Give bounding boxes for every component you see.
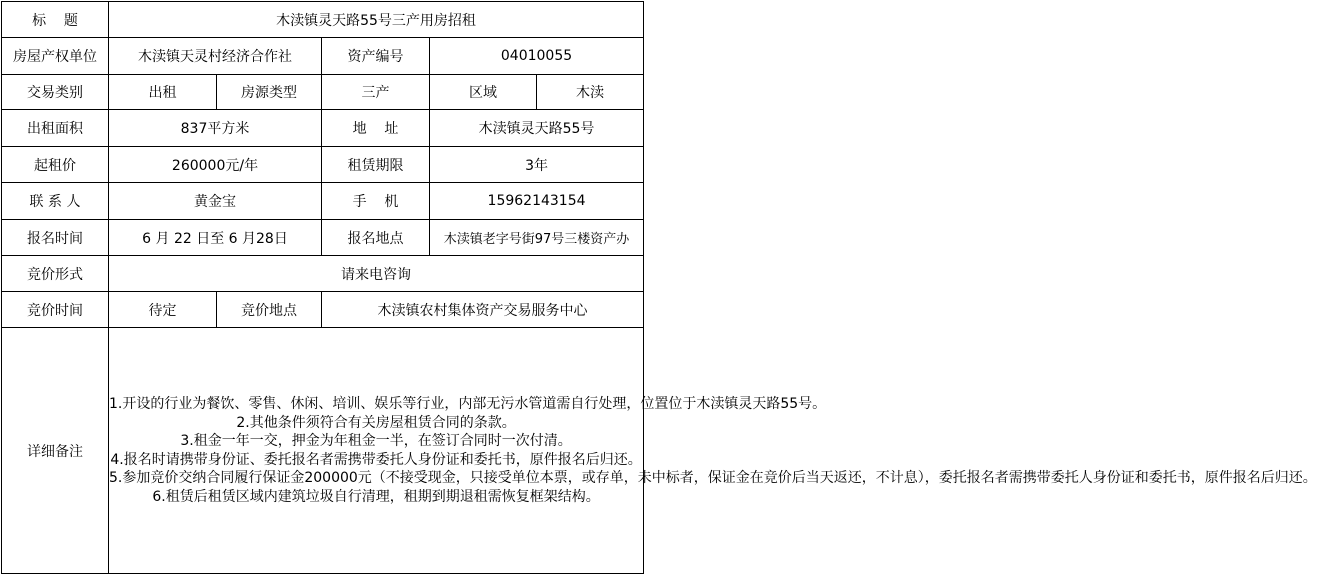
note-item-4: 4.报名时请携带身份证、委托报名者需携带委托人身份证和委托书，原件报名后归还。 [110, 451, 642, 468]
label-bid-place: 竞价地点 [217, 292, 322, 328]
note-item-3: 3.租金一年一交，押金为年租金一半，在签订合同时一次付清。 [180, 433, 572, 449]
value-reg-time: 6 月 22 日至 6 月28日 [109, 220, 322, 256]
value-asset-no: 04010055 [430, 38, 644, 75]
label-phone: 手 机 [322, 183, 430, 220]
label-area: 出租面积 [2, 110, 109, 147]
label-house-type: 房源类型 [217, 75, 322, 110]
label-start-price: 起租价 [2, 147, 109, 183]
value-area: 837平方米 [109, 110, 322, 147]
label-contact: 联 系 人 [2, 183, 109, 220]
row-bid-time [2, 292, 644, 328]
row-area [2, 110, 644, 147]
label-region: 区域 [430, 75, 537, 110]
rental-listing-table [1, 1, 1317, 574]
row-owner [2, 38, 644, 75]
row-registration [2, 220, 644, 256]
note-item-5: 5.参加竞价交纳合同履行保证金200000元（不接受现金，只接受单位本票，或存单，未中标者，保证金在竞价后当天返还，不计息），委托报名者需携带委托人身份证和委托书，原件报名后归还。 [109, 470, 1317, 486]
value-phone: 15962143154 [430, 183, 644, 220]
label-bid-form: 竞价形式 [2, 256, 109, 292]
row-notes [2, 328, 644, 574]
value-trade-type: 出租 [109, 75, 217, 110]
value-reg-place: 木渎镇老字号街97号三楼资产办 [430, 220, 644, 256]
value-region: 木渎 [537, 75, 644, 110]
label-trade-type: 交易类别 [2, 75, 109, 110]
value-title: 木渎镇灵天路55号三产用房招租 [109, 2, 644, 38]
label-bid-time: 竞价时间 [2, 292, 109, 328]
note-item-6: 6.租赁后租赁区域内建筑垃圾自行清理，租期到期退租需恢复框架结构。 [152, 488, 600, 505]
value-bid-time: 待定 [109, 292, 217, 328]
note-item-1: 1.开设的行业为餐饮、零售、休闲、培训、娱乐等行业，内部无污水管道需自行处理，位置位于木渎镇灵天路55号。 [109, 396, 827, 412]
row-title [2, 2, 644, 38]
label-address: 地 址 [322, 110, 430, 147]
value-lease-term: 3年 [430, 147, 644, 183]
notes-cell [109, 328, 1317, 574]
row-trade-type [2, 75, 644, 110]
row-price [2, 147, 644, 183]
label-owner: 房屋产权单位 [2, 38, 109, 75]
row-contact [2, 183, 644, 220]
value-address: 木渎镇灵天路55号 [430, 110, 644, 147]
note-item-2: 2.其他条件须符合有关房屋租赁合同的条款。 [236, 414, 516, 431]
value-bid-form: 请来电咨询 [109, 256, 644, 292]
row-bid-form [2, 256, 644, 292]
label-reg-time: 报名时间 [2, 220, 109, 256]
label-lease-term: 租赁期限 [322, 147, 430, 183]
label-title: 标 题 [2, 2, 109, 38]
label-asset-no: 资产编号 [322, 38, 430, 75]
value-contact: 黄金宝 [109, 183, 322, 220]
label-notes: 详细备注 [2, 328, 109, 574]
label-reg-place: 报名地点 [322, 220, 430, 256]
value-bid-place: 木渎镇农村集体资产交易服务中心 [322, 292, 644, 328]
value-house-type: 三产 [322, 75, 430, 110]
value-owner: 木渎镇天灵村经济合作社 [109, 38, 322, 75]
value-start-price: 260000元/年 [109, 147, 322, 183]
